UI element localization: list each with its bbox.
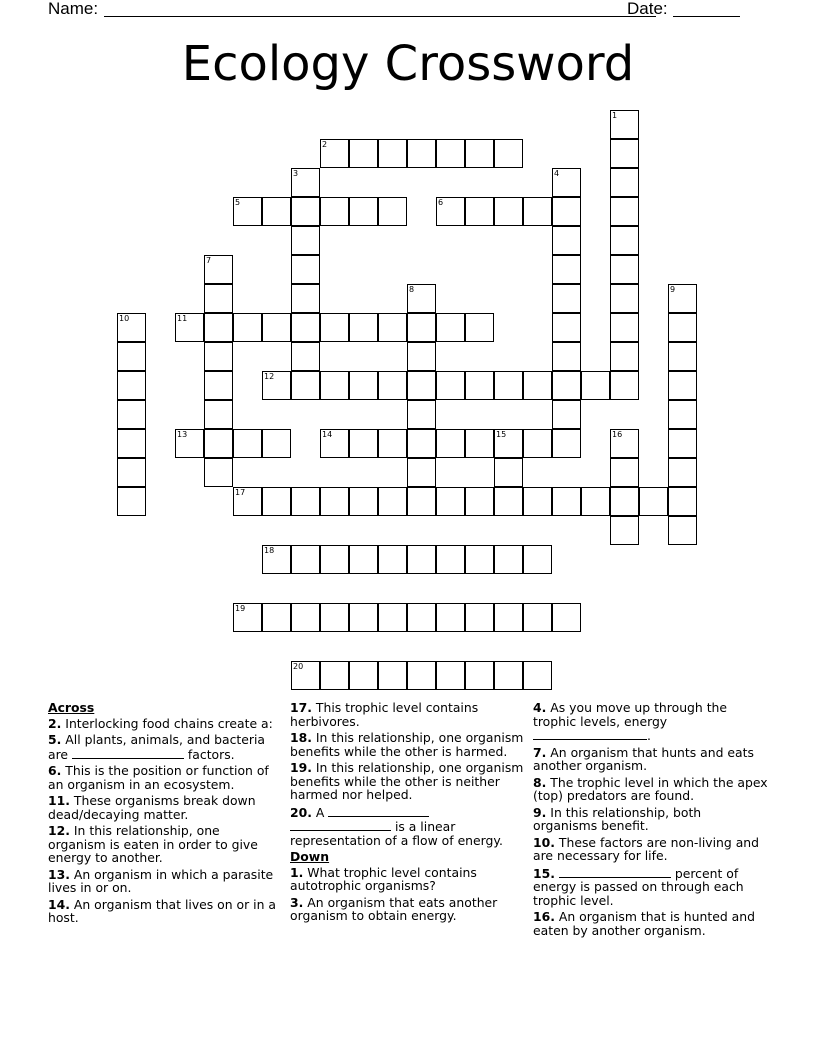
- grid-cell[interactable]: [407, 429, 436, 458]
- grid-cell[interactable]: [291, 197, 320, 226]
- grid-cell[interactable]: [378, 371, 407, 400]
- clue-number: 9.: [533, 804, 547, 820]
- grid-cell[interactable]: [233, 313, 262, 342]
- grid-cell[interactable]: [494, 661, 523, 690]
- clue-number: 4.: [533, 700, 547, 715]
- grid-cell[interactable]: [668, 516, 697, 545]
- clue-number: 13.: [48, 866, 70, 882]
- cell-number: 14: [322, 430, 333, 439]
- grid-cell[interactable]: [668, 458, 697, 487]
- grid-cell[interactable]: [436, 313, 465, 342]
- answer-blank: [72, 747, 184, 759]
- grid-cell[interactable]: [407, 400, 436, 429]
- grid-cell[interactable]: [320, 429, 349, 458]
- grid-cell[interactable]: [552, 371, 581, 400]
- clue: 3. An organism that eats another organism to obtain energy.: [290, 894, 498, 923]
- grid-cell[interactable]: [494, 429, 523, 458]
- grid-cell[interactable]: [320, 545, 349, 574]
- cell-number: 6: [438, 198, 444, 207]
- clue: 4. As you move up through the trophic levels, energy .: [533, 700, 728, 743]
- grid-cell[interactable]: [262, 371, 291, 400]
- grid-cell[interactable]: [407, 603, 436, 632]
- answer-blank: [328, 805, 429, 817]
- grid-cell[interactable]: [204, 342, 233, 371]
- grid-cell[interactable]: [320, 487, 349, 516]
- clue: 1. What trophic level contains autotrophic organisms?: [290, 864, 477, 893]
- grid-cell[interactable]: [262, 487, 291, 516]
- grid-cell[interactable]: [378, 429, 407, 458]
- grid-cell[interactable]: [610, 342, 639, 371]
- grid-cell[interactable]: [465, 429, 494, 458]
- clue: 6. This is the position or function of an organism in an ecosystem.: [48, 763, 269, 792]
- grid-cell[interactable]: [407, 139, 436, 168]
- grid-cell[interactable]: [610, 371, 639, 400]
- grid-cell[interactable]: [436, 197, 465, 226]
- clue-number: 7.: [533, 744, 547, 760]
- grid-cell[interactable]: [610, 516, 639, 545]
- grid-cell[interactable]: [465, 197, 494, 226]
- clue-number: 16.: [533, 909, 555, 924]
- cell-number: 7: [206, 256, 212, 265]
- clue: 2. Interlocking food chains create a:: [48, 715, 273, 731]
- grid-cell[interactable]: [465, 661, 494, 690]
- grid-cell[interactable]: [407, 458, 436, 487]
- cell-number: 9: [670, 285, 676, 294]
- grid-cell[interactable]: [291, 661, 320, 690]
- grid-cell[interactable]: [117, 429, 146, 458]
- grid-cell[interactable]: [523, 487, 552, 516]
- grid-cell[interactable]: [407, 313, 436, 342]
- grid-cell[interactable]: [291, 168, 320, 197]
- grid-cell[interactable]: [349, 139, 378, 168]
- clue: 18. In this relationship, one organism benefits while the other is harmed.: [290, 730, 524, 759]
- grid-cell[interactable]: [233, 197, 262, 226]
- grid-cell[interactable]: [320, 603, 349, 632]
- clues-column-1: [48, 701, 280, 928]
- grid-cell[interactable]: [117, 313, 146, 342]
- grid-cell[interactable]: [349, 313, 378, 342]
- grid-cell[interactable]: [349, 661, 378, 690]
- grid-cell[interactable]: [233, 603, 262, 632]
- grid-cell[interactable]: [610, 487, 639, 516]
- grid-cell[interactable]: [668, 371, 697, 400]
- grid-cell[interactable]: [668, 400, 697, 429]
- grid-cell[interactable]: [494, 139, 523, 168]
- clue-number: 3.: [290, 894, 304, 910]
- grid-cell[interactable]: [610, 255, 639, 284]
- grid-cell[interactable]: [610, 429, 639, 458]
- grid-cell[interactable]: [610, 313, 639, 342]
- cell-number: 12: [264, 372, 275, 381]
- grid-cell[interactable]: [291, 487, 320, 516]
- cell-number: 4: [554, 169, 560, 178]
- clue-number: 8.: [533, 774, 547, 790]
- grid-cell[interactable]: [523, 603, 552, 632]
- header: [48, 0, 748, 19]
- clue: 20. A is a linear representation of a flow of energy.: [290, 804, 503, 848]
- grid-cell[interactable]: [117, 487, 146, 516]
- grid-cell[interactable]: [523, 197, 552, 226]
- grid-cell[interactable]: [610, 226, 639, 255]
- grid-cell[interactable]: [552, 603, 581, 632]
- grid-cell[interactable]: [436, 429, 465, 458]
- grid-cell[interactable]: [204, 284, 233, 313]
- grid-cell[interactable]: [552, 226, 581, 255]
- grid-cell[interactable]: [233, 429, 262, 458]
- clue-number: 15.: [533, 865, 555, 881]
- grid-cell[interactable]: [494, 197, 523, 226]
- grid-cell[interactable]: [668, 284, 697, 313]
- grid-cell[interactable]: [436, 545, 465, 574]
- grid-cell[interactable]: [320, 371, 349, 400]
- grid-cell[interactable]: [349, 603, 378, 632]
- cell-number: 16: [612, 430, 623, 439]
- grid-cell[interactable]: [494, 603, 523, 632]
- grid-cell[interactable]: [407, 284, 436, 313]
- cell-number: 3: [293, 169, 299, 178]
- grid-cell[interactable]: [407, 342, 436, 371]
- grid-cell[interactable]: [494, 371, 523, 400]
- grid-cell[interactable]: [436, 603, 465, 632]
- grid-cell[interactable]: [204, 400, 233, 429]
- clue: 16. An organism that is hunted and eaten by another organism.: [533, 909, 755, 938]
- grid-cell[interactable]: [117, 400, 146, 429]
- grid-cell[interactable]: [291, 371, 320, 400]
- cell-number: 18: [264, 546, 275, 555]
- page-title: Ecology Crossword: [181, 36, 635, 92]
- name-field[interactable]: [104, 0, 656, 17]
- clue-number: 2.: [48, 715, 62, 731]
- grid-cell[interactable]: [262, 603, 291, 632]
- clues-column-3: [533, 701, 768, 940]
- date-label: Date:: [627, 0, 668, 18]
- grid-cell[interactable]: [291, 255, 320, 284]
- grid-cell[interactable]: [291, 342, 320, 371]
- grid-cell[interactable]: [552, 400, 581, 429]
- grid-cell[interactable]: [610, 458, 639, 487]
- grid-cell[interactable]: [465, 139, 494, 168]
- grid-cell[interactable]: [204, 371, 233, 400]
- clue-number: 5.: [48, 732, 62, 747]
- clue-number: 1.: [290, 864, 304, 880]
- clue: 9. In this relationship, both organisms benefit.: [533, 804, 702, 833]
- grid-cell[interactable]: [668, 342, 697, 371]
- clue: 5. All plants, animals, and bacteria are factors.: [48, 732, 265, 762]
- grid-cell[interactable]: [610, 284, 639, 313]
- grid-cell[interactable]: [523, 661, 552, 690]
- clues-column-2: [290, 701, 524, 926]
- grid-cell[interactable]: [407, 487, 436, 516]
- clue-number: 14.: [48, 896, 70, 912]
- grid-cell[interactable]: [291, 603, 320, 632]
- grid-cell[interactable]: [349, 197, 378, 226]
- grid-cell[interactable]: [378, 139, 407, 168]
- grid-cell[interactable]: [175, 313, 204, 342]
- grid-cell[interactable]: [349, 371, 378, 400]
- clue: 7. An organism that hunts and eats another organism.: [533, 744, 754, 773]
- clue-number: 6.: [48, 763, 62, 778]
- grid-cell[interactable]: [320, 313, 349, 342]
- grid-cell[interactable]: [552, 313, 581, 342]
- grid-cell[interactable]: [523, 545, 552, 574]
- cell-number: 20: [293, 662, 304, 671]
- grid-cell[interactable]: [262, 545, 291, 574]
- grid-cell[interactable]: [349, 487, 378, 516]
- clue-number: 10.: [533, 834, 555, 850]
- grid-cell[interactable]: [610, 139, 639, 168]
- grid-cell[interactable]: [668, 313, 697, 342]
- clue-heading: Down: [290, 849, 330, 864]
- grid-cell[interactable]: [552, 168, 581, 197]
- cell-number: 1: [612, 111, 618, 120]
- clue-number: 17.: [290, 700, 312, 715]
- grid-cell[interactable]: [407, 371, 436, 400]
- grid-cell[interactable]: [610, 197, 639, 226]
- grid-cell[interactable]: [262, 197, 291, 226]
- grid-cell[interactable]: [378, 313, 407, 342]
- grid-cell[interactable]: [349, 429, 378, 458]
- clue: 12. In this relationship, one organism is eaten in order to give energy to another.: [48, 823, 258, 865]
- grid-cell[interactable]: [291, 226, 320, 255]
- grid-cell[interactable]: [436, 371, 465, 400]
- clue: 19. In this relationship, one organism benefits while the other is neither harmed nor helped.: [290, 760, 524, 802]
- grid-cell[interactable]: [175, 429, 204, 458]
- grid-cell[interactable]: [407, 545, 436, 574]
- grid-cell[interactable]: [639, 487, 668, 516]
- grid-cell[interactable]: [610, 110, 639, 139]
- grid-cell[interactable]: [436, 661, 465, 690]
- grid-cell[interactable]: [668, 487, 697, 516]
- grid-cell[interactable]: [378, 661, 407, 690]
- grid-cell[interactable]: [552, 342, 581, 371]
- grid-cell[interactable]: [378, 545, 407, 574]
- grid-cell[interactable]: [291, 284, 320, 313]
- date-field[interactable]: [673, 0, 740, 17]
- grid-cell[interactable]: [436, 487, 465, 516]
- clue: 15. percent of energy is passed on through each trophic level.: [533, 865, 744, 908]
- grid-cell[interactable]: [465, 487, 494, 516]
- grid-cell[interactable]: [262, 429, 291, 458]
- cell-number: 5: [235, 198, 241, 207]
- grid-cell[interactable]: [320, 139, 349, 168]
- cell-number: 2: [322, 140, 328, 149]
- grid-cell[interactable]: [494, 545, 523, 574]
- grid-cell[interactable]: [465, 313, 494, 342]
- grid-cell[interactable]: [436, 139, 465, 168]
- grid-cell[interactable]: [320, 661, 349, 690]
- name-label: Name:: [48, 0, 99, 18]
- grid-cell[interactable]: [465, 603, 494, 632]
- answer-blank: [533, 728, 647, 740]
- grid-cell[interactable]: [349, 545, 378, 574]
- cell-number: 13: [177, 430, 188, 439]
- grid-cell[interactable]: [204, 458, 233, 487]
- clue-heading: Across: [48, 700, 95, 715]
- grid-cell[interactable]: [581, 487, 610, 516]
- grid-cell[interactable]: [494, 458, 523, 487]
- grid-cell[interactable]: [552, 197, 581, 226]
- clue: 14. An organism that lives on or in a host.: [48, 896, 276, 925]
- grid-cell[interactable]: [204, 429, 233, 458]
- grid-cell[interactable]: [117, 371, 146, 400]
- grid-cell[interactable]: [233, 487, 262, 516]
- grid-cell[interactable]: [494, 487, 523, 516]
- cell-number: 8: [409, 285, 415, 294]
- clue-number: 11.: [48, 793, 70, 808]
- answer-blank: [559, 866, 671, 878]
- grid-cell[interactable]: [523, 371, 552, 400]
- grid-cell[interactable]: [552, 284, 581, 313]
- grid-cell[interactable]: [465, 545, 494, 574]
- grid-cell[interactable]: [552, 255, 581, 284]
- grid-cell[interactable]: [668, 429, 697, 458]
- grid-cell[interactable]: [552, 487, 581, 516]
- cell-number: 17: [235, 488, 246, 497]
- grid-cell[interactable]: [552, 429, 581, 458]
- grid-cell[interactable]: [320, 197, 349, 226]
- grid-cell[interactable]: [610, 168, 639, 197]
- clue-number: 12.: [48, 823, 70, 838]
- grid-cell[interactable]: [204, 255, 233, 284]
- grid-cell[interactable]: [378, 197, 407, 226]
- clue: 17. This trophic level contains herbivores.: [290, 700, 479, 729]
- clue-number: 18.: [290, 730, 312, 745]
- grid-cell[interactable]: [291, 545, 320, 574]
- grid-cell[interactable]: [581, 371, 610, 400]
- cell-number: 15: [496, 430, 507, 439]
- cell-number: 10: [119, 314, 130, 323]
- grid-cell[interactable]: [523, 429, 552, 458]
- grid-cell[interactable]: [378, 487, 407, 516]
- grid-cell[interactable]: [407, 661, 436, 690]
- grid-cell[interactable]: [378, 603, 407, 632]
- clue: 10. These factors are non-living and are necessary for life.: [533, 834, 760, 863]
- clue: 11. These organisms break down dead/decaying matter.: [48, 793, 256, 822]
- grid-cell[interactable]: [291, 313, 320, 342]
- grid-cell[interactable]: [117, 458, 146, 487]
- clue-number: 20.: [290, 804, 312, 820]
- clue: 13. An organism in which a parasite lives in or on.: [48, 866, 274, 895]
- cell-number: 19: [235, 604, 246, 613]
- cell-number: 11: [177, 314, 188, 323]
- grid-cell[interactable]: [465, 371, 494, 400]
- answer-blank: [290, 819, 391, 831]
- grid-cell[interactable]: [204, 313, 233, 342]
- clue-number: 19.: [290, 760, 312, 775]
- grid-cell[interactable]: [262, 313, 291, 342]
- grid-cell[interactable]: [117, 342, 146, 371]
- clue: 8. The trophic level in which the apex (top) predators are found.: [533, 774, 768, 803]
